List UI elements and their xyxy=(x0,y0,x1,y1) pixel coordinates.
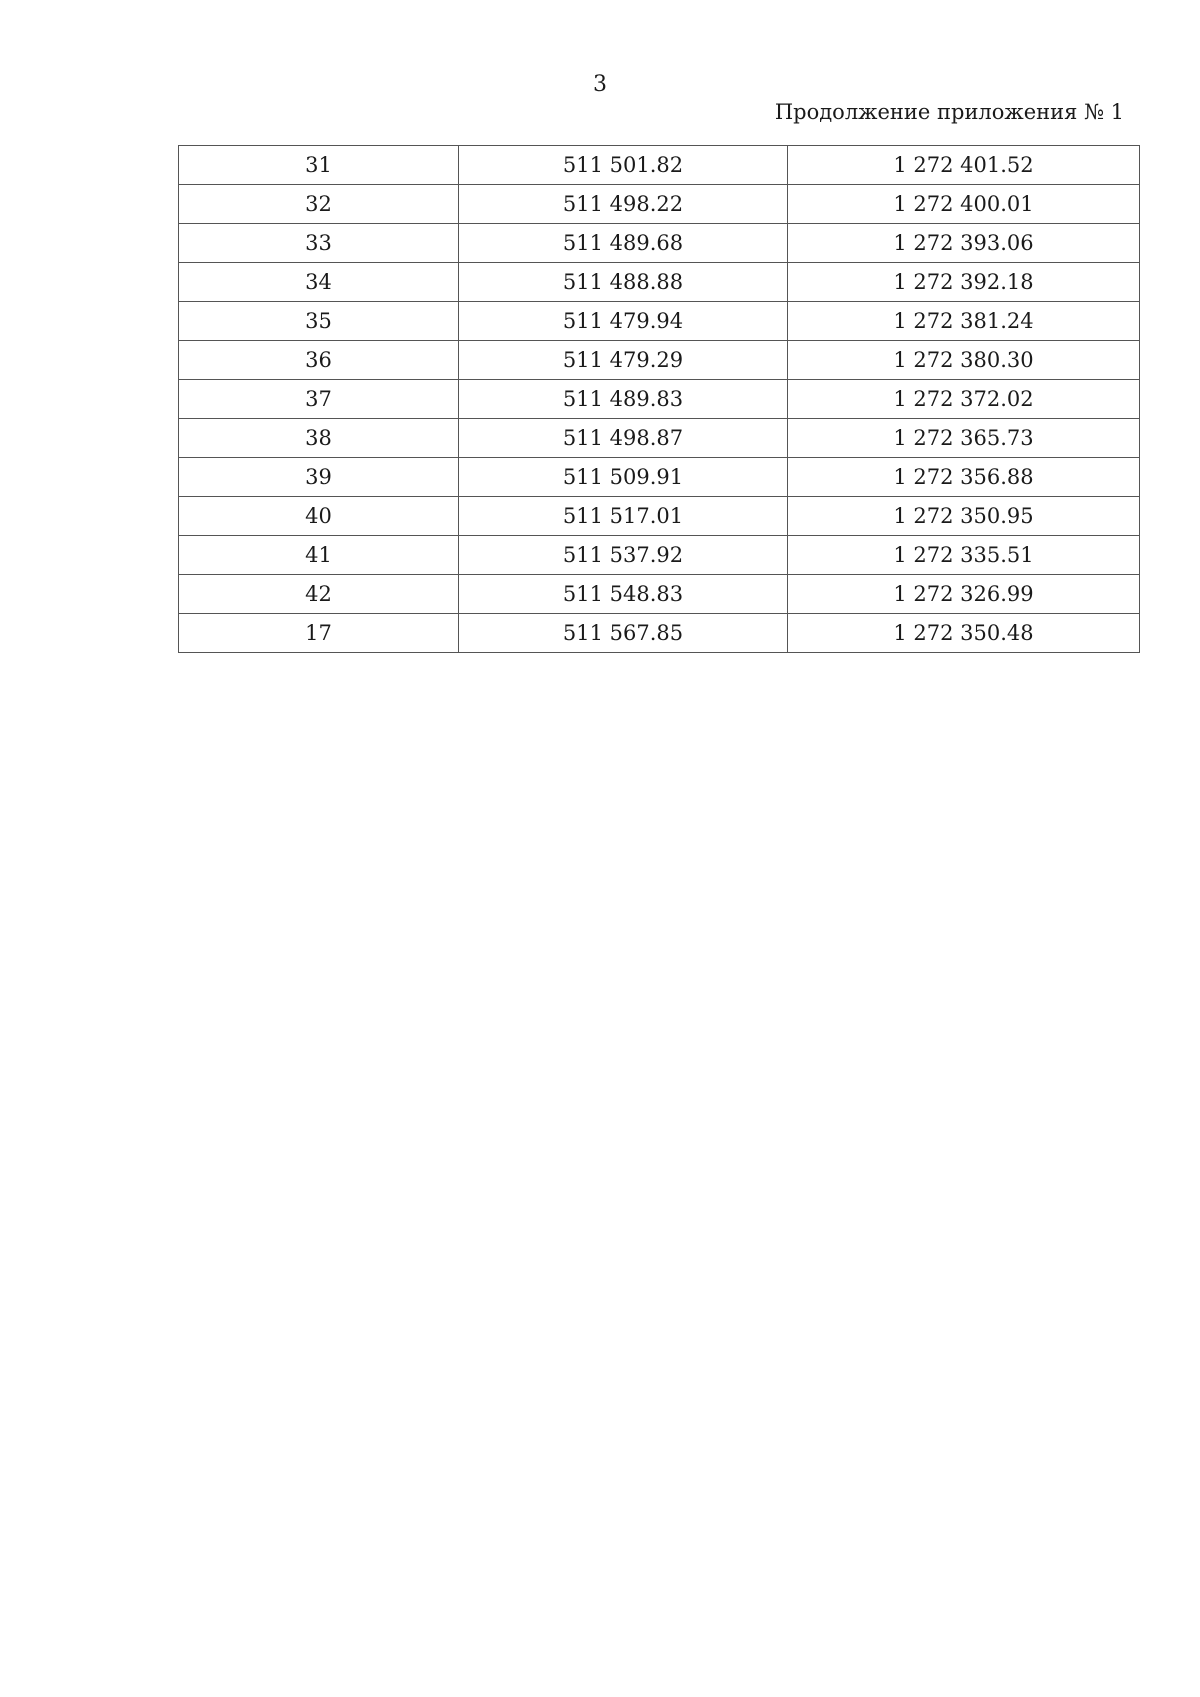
coordinates-table xyxy=(178,145,1140,653)
table-row xyxy=(179,302,1140,341)
y-coordinate-cell: 1 272 365.73 xyxy=(788,419,1140,458)
point-number-cell: 32 xyxy=(179,185,459,224)
point-number-cell: 38 xyxy=(179,419,459,458)
table-row xyxy=(179,146,1140,185)
table-row xyxy=(179,380,1140,419)
x-coordinate-cell: 511 548.83 xyxy=(459,575,788,614)
point-number-cell: 42 xyxy=(179,575,459,614)
y-coordinate-cell: 1 272 350.48 xyxy=(788,614,1140,653)
y-coordinate-cell: 1 272 335.51 xyxy=(788,536,1140,575)
x-coordinate-cell: 511 498.22 xyxy=(459,185,788,224)
x-coordinate-cell: 511 537.92 xyxy=(459,536,788,575)
table-row xyxy=(179,536,1140,575)
point-number-cell: 34 xyxy=(179,263,459,302)
y-coordinate-cell: 1 272 393.06 xyxy=(788,224,1140,263)
x-coordinate-cell: 511 517.01 xyxy=(459,497,788,536)
x-coordinate-cell: 511 509.91 xyxy=(459,458,788,497)
point-number-cell: 17 xyxy=(179,614,459,653)
point-number-cell: 41 xyxy=(179,536,459,575)
y-coordinate-cell: 1 272 380.30 xyxy=(788,341,1140,380)
point-number-cell: 36 xyxy=(179,341,459,380)
table-row xyxy=(179,419,1140,458)
y-coordinate-cell: 1 272 381.24 xyxy=(788,302,1140,341)
y-coordinate-cell: 1 272 401.52 xyxy=(788,146,1140,185)
point-number-cell: 39 xyxy=(179,458,459,497)
table-row xyxy=(179,497,1140,536)
y-coordinate-cell: 1 272 350.95 xyxy=(788,497,1140,536)
table-row xyxy=(179,575,1140,614)
table-row xyxy=(179,185,1140,224)
table-row xyxy=(179,224,1140,263)
y-coordinate-cell: 1 272 400.01 xyxy=(788,185,1140,224)
page-number: 3 xyxy=(593,72,607,97)
y-coordinate-cell: 1 272 392.18 xyxy=(788,263,1140,302)
x-coordinate-cell: 511 567.85 xyxy=(459,614,788,653)
point-number-cell: 33 xyxy=(179,224,459,263)
point-number-cell: 35 xyxy=(179,302,459,341)
appendix-continuation-note: Продолжение приложения № 1 xyxy=(774,100,1124,124)
x-coordinate-cell: 511 489.68 xyxy=(459,224,788,263)
point-number-cell: 40 xyxy=(179,497,459,536)
table-row xyxy=(179,614,1140,653)
x-coordinate-cell: 511 489.83 xyxy=(459,380,788,419)
y-coordinate-cell: 1 272 356.88 xyxy=(788,458,1140,497)
table-row xyxy=(179,458,1140,497)
table-row xyxy=(179,263,1140,302)
x-coordinate-cell: 511 498.87 xyxy=(459,419,788,458)
x-coordinate-cell: 511 501.82 xyxy=(459,146,788,185)
table-row xyxy=(179,341,1140,380)
coordinates-table-body xyxy=(179,146,1140,653)
x-coordinate-cell: 511 479.29 xyxy=(459,341,788,380)
x-coordinate-cell: 511 488.88 xyxy=(459,263,788,302)
y-coordinate-cell: 1 272 372.02 xyxy=(788,380,1140,419)
y-coordinate-cell: 1 272 326.99 xyxy=(788,575,1140,614)
point-number-cell: 31 xyxy=(179,146,459,185)
point-number-cell: 37 xyxy=(179,380,459,419)
x-coordinate-cell: 511 479.94 xyxy=(459,302,788,341)
